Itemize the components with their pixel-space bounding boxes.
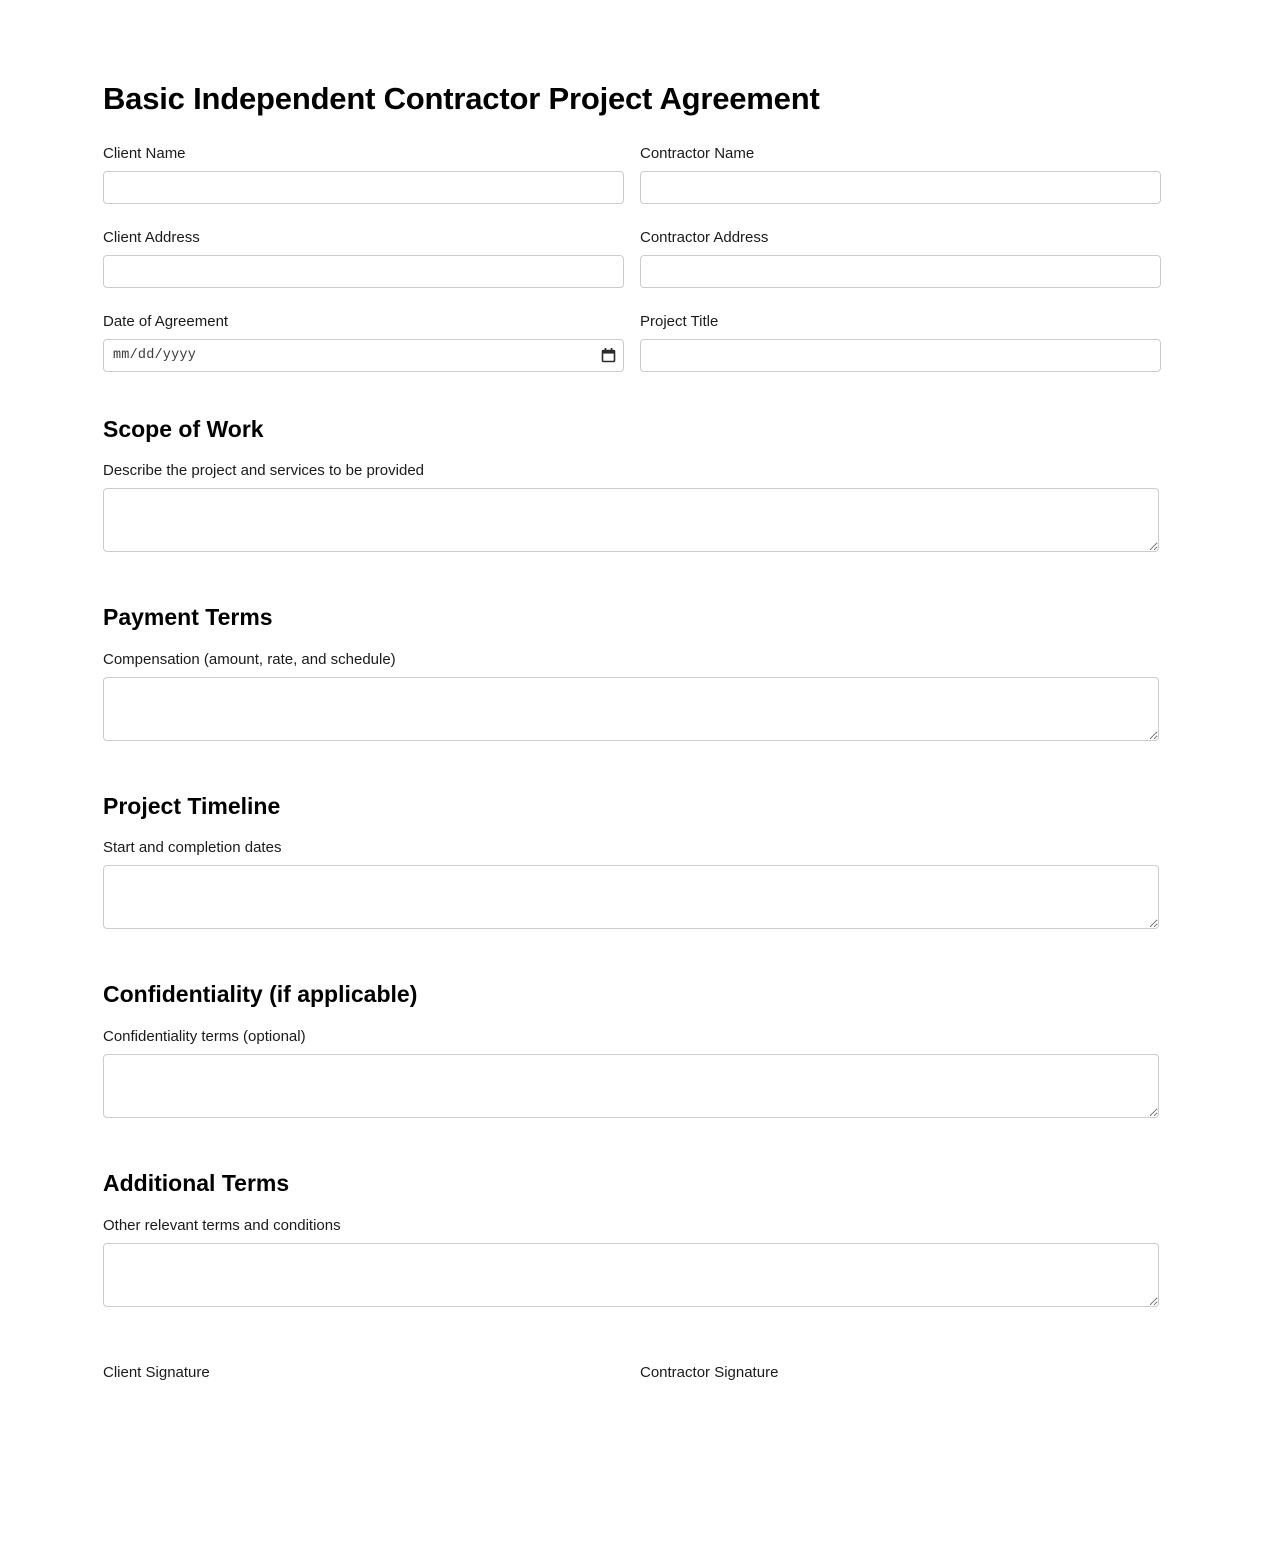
name-row [103, 145, 1159, 204]
additional-terms-label: Other relevant terms and conditions [103, 1216, 341, 1234]
contractor-name-field-group [640, 145, 1161, 204]
date-project-row [103, 313, 1159, 372]
contractor-signature-field-group [640, 1364, 1161, 1382]
date-of-agreement-label: Date of Agreement [103, 312, 229, 330]
client-name-field-group [103, 145, 624, 204]
contractor-address-field-group [640, 229, 1161, 288]
client-address-label: Client Address [103, 228, 200, 246]
additional-terms-heading: Additional Terms [103, 1169, 290, 1196]
project-timeline-label: Start and completion dates [103, 839, 282, 857]
address-row [103, 229, 1159, 288]
date-of-agreement-field-group [103, 313, 624, 372]
payment-terms-heading: Payment Terms [103, 604, 273, 631]
client-address-input[interactable] [103, 255, 624, 288]
compensation-textarea[interactable] [103, 677, 1159, 741]
date-of-agreement-input[interactable] [103, 339, 624, 372]
signature-row [103, 1364, 1159, 1382]
client-name-label: Client Name [103, 144, 186, 162]
client-signature-label: Client Signature [103, 1363, 210, 1381]
additional-terms-textarea[interactable] [103, 1243, 1159, 1307]
project-title-label: Project Title [640, 312, 719, 330]
project-timeline-textarea[interactable] [103, 865, 1159, 929]
project-timeline-heading: Project Timeline [103, 792, 281, 819]
client-address-field-group [103, 229, 624, 288]
contractor-address-input[interactable] [640, 255, 1161, 288]
project-title-input[interactable] [640, 339, 1161, 372]
calendar-icon[interactable] [602, 348, 615, 362]
confidentiality-textarea[interactable] [103, 1054, 1159, 1118]
date-placeholder-text: mm/dd/yyyy [113, 347, 197, 363]
client-name-input[interactable] [103, 171, 624, 204]
section-scope-of-work [103, 416, 1159, 553]
section-confidentiality [103, 981, 1159, 1118]
contractor-address-label: Contractor Address [640, 228, 769, 246]
confidentiality-label: Confidentiality terms (optional) [103, 1027, 306, 1045]
scope-of-work-textarea[interactable] [103, 488, 1159, 552]
scope-of-work-label: Describe the project and services to be provided [103, 462, 425, 480]
client-signature-field-group [103, 1364, 624, 1382]
page-title: Basic Independent Contractor Project Agreement [103, 81, 820, 116]
section-additional-terms [103, 1170, 1159, 1307]
contractor-name-input[interactable] [640, 171, 1161, 204]
scope-of-work-heading: Scope of Work [103, 415, 264, 442]
section-project-timeline [103, 793, 1159, 930]
contractor-signature-label: Contractor Signature [640, 1363, 779, 1381]
compensation-label: Compensation (amount, rate, and schedule) [103, 650, 396, 668]
section-payment-terms [103, 604, 1159, 741]
project-title-field-group [640, 313, 1161, 372]
agreement-form [103, 0, 1159, 1382]
confidentiality-heading: Confidentiality (if applicable) [103, 981, 418, 1008]
contractor-name-label: Contractor Name [640, 144, 755, 162]
